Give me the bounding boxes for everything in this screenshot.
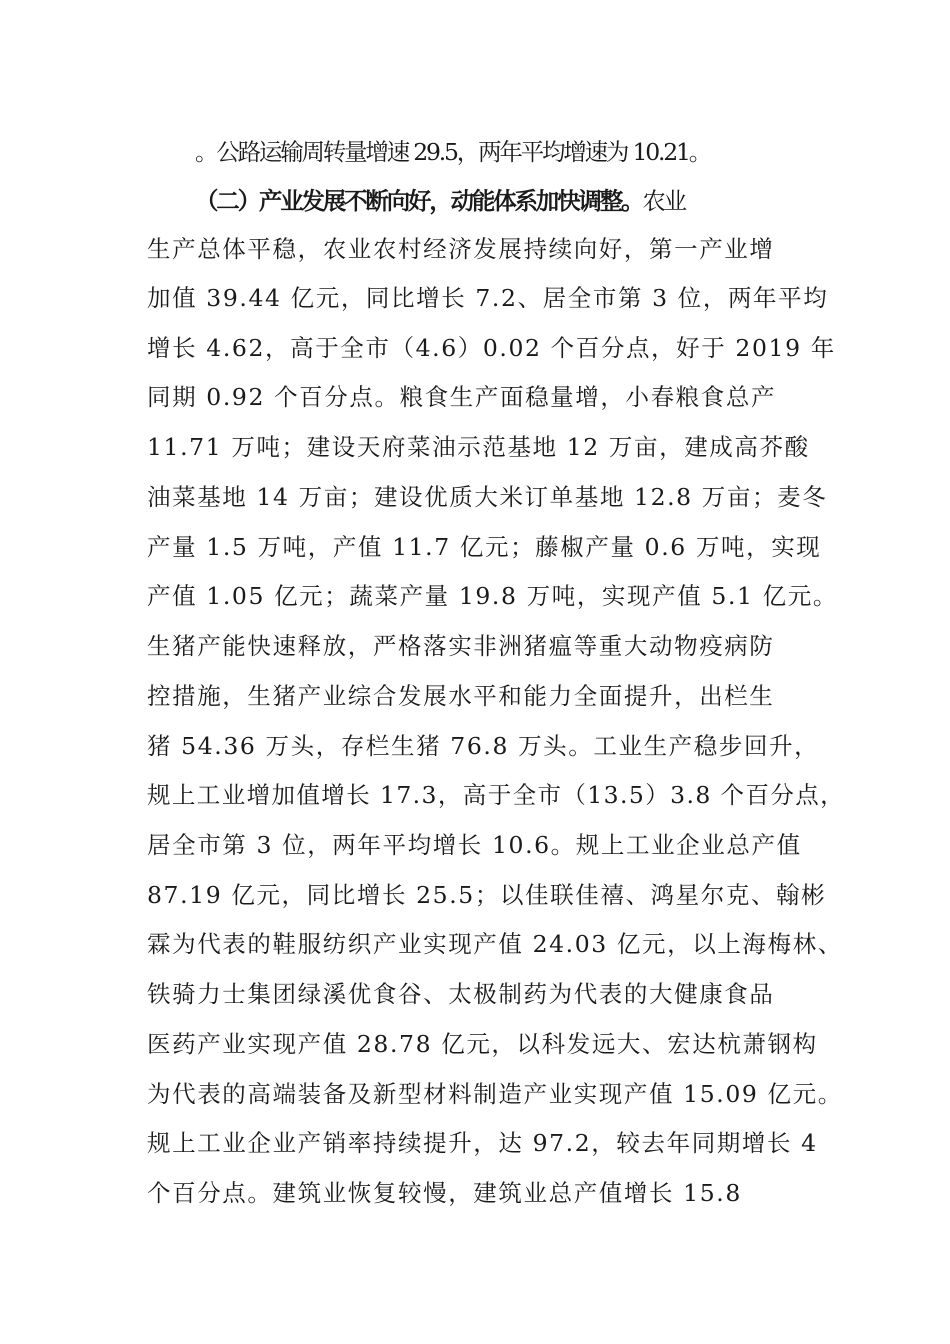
text-line-17 <box>147 928 847 960</box>
text-line-1 <box>195 136 895 168</box>
text-segment: 产值 1.05 亿元；蔬菜产量 19.8 万吨，实现产值 5.1 亿元。 <box>147 582 838 610</box>
text-segment: 油菜基地 14 万亩；建设优质大米订单基地 12.8 万亩；麦冬 <box>147 483 828 511</box>
text-line-13 <box>147 730 847 762</box>
text-segment: 同期 0.92 个百分点。粮食生产面稳量增，小春粮食总产 <box>147 383 777 411</box>
text-line-16 <box>147 879 847 911</box>
text-segment: 农业 <box>642 187 685 215</box>
text-line-21 <box>147 1127 847 1159</box>
text-line-7 <box>147 431 847 463</box>
text-segment: 生产总体平稳，农业农村经济发展持续向好，第一产业增 <box>147 235 775 263</box>
text-line-2 <box>195 185 895 217</box>
text-segment: 加值 39.44 亿元，同比增长 7.2、居全市第 3 位，两年平均 <box>147 284 829 312</box>
text-segment: 铁骑力士集团绿溪优食谷、太极制药为代表的大健康食品 <box>147 980 775 1008</box>
text-line-22 <box>147 1177 847 1209</box>
text-line-8 <box>147 481 847 513</box>
text-line-9 <box>147 531 847 563</box>
text-line-20 <box>147 1078 847 1110</box>
text-line-19 <box>147 1028 847 1060</box>
text-segment: 生猪产能快速释放，严格落实非洲猪瘟等重大动物疫病防 <box>147 632 775 660</box>
text-segment: 控措施，生猪产业综合发展水平和能力全面提升，出栏生 <box>147 682 775 710</box>
text-line-12 <box>147 680 847 712</box>
text-segment: 。公路运输周转量增速 29.5，两年平均增速为 10.21。 <box>195 138 711 166</box>
text-segment: 霖为代表的鞋服纺织产业实现产值 24.03 亿元，以上海梅林、 <box>147 930 843 958</box>
text-segment: 居全市第 3 位，两年平均增长 10.6。规上工业企业总产值 <box>147 831 802 859</box>
text-segment: 规上工业企业产销率持续提升，达 97.2，较去年同期增长 4 <box>147 1129 818 1157</box>
text-segment: 87.19 亿元，同比增长 25.5；以佳联佳禧、鸿星尔克、翰彬 <box>147 881 827 909</box>
text-segment: 个百分点。建筑业恢复较慢，建筑业总产值增长 15.8 <box>147 1179 742 1207</box>
text-line-18 <box>147 978 847 1010</box>
text-segment: 猪 54.36 万头，存栏生猪 76.8 万头。工业生产稳步回升， <box>147 732 820 760</box>
text-line-15 <box>147 829 847 861</box>
text-segment: 增长 4.62，高于全市（4.6）0.02 个百分点，好于 2019 年 <box>147 334 836 362</box>
text-line-3 <box>147 233 847 265</box>
text-line-10 <box>147 580 847 612</box>
section-heading: （二）产业发展不断向好，动能体系加快调整。 <box>195 187 643 215</box>
text-line-4 <box>147 282 847 314</box>
text-segment: 规上工业增加值增长 17.3，高于全市（13.5）3.8 个百分点， <box>147 781 846 809</box>
text-line-6 <box>147 381 847 413</box>
text-line-14 <box>147 779 847 811</box>
text-segment: 医药产业实现产值 28.78 亿元，以科发远大、宏达杭萧钢构 <box>147 1030 818 1058</box>
text-segment: 11.71 万吨；建设天府菜油示范基地 12 万亩，建成高芥酸 <box>147 433 810 461</box>
text-segment: 为代表的高端装备及新型材料制造产业实现产值 15.09 亿元。 <box>147 1080 843 1108</box>
text-line-5 <box>147 332 847 364</box>
text-segment: 产量 1.5 万吨，产值 11.7 亿元；藤椒产量 0.6 万吨，实现 <box>147 533 822 561</box>
text-line-11 <box>147 630 847 662</box>
